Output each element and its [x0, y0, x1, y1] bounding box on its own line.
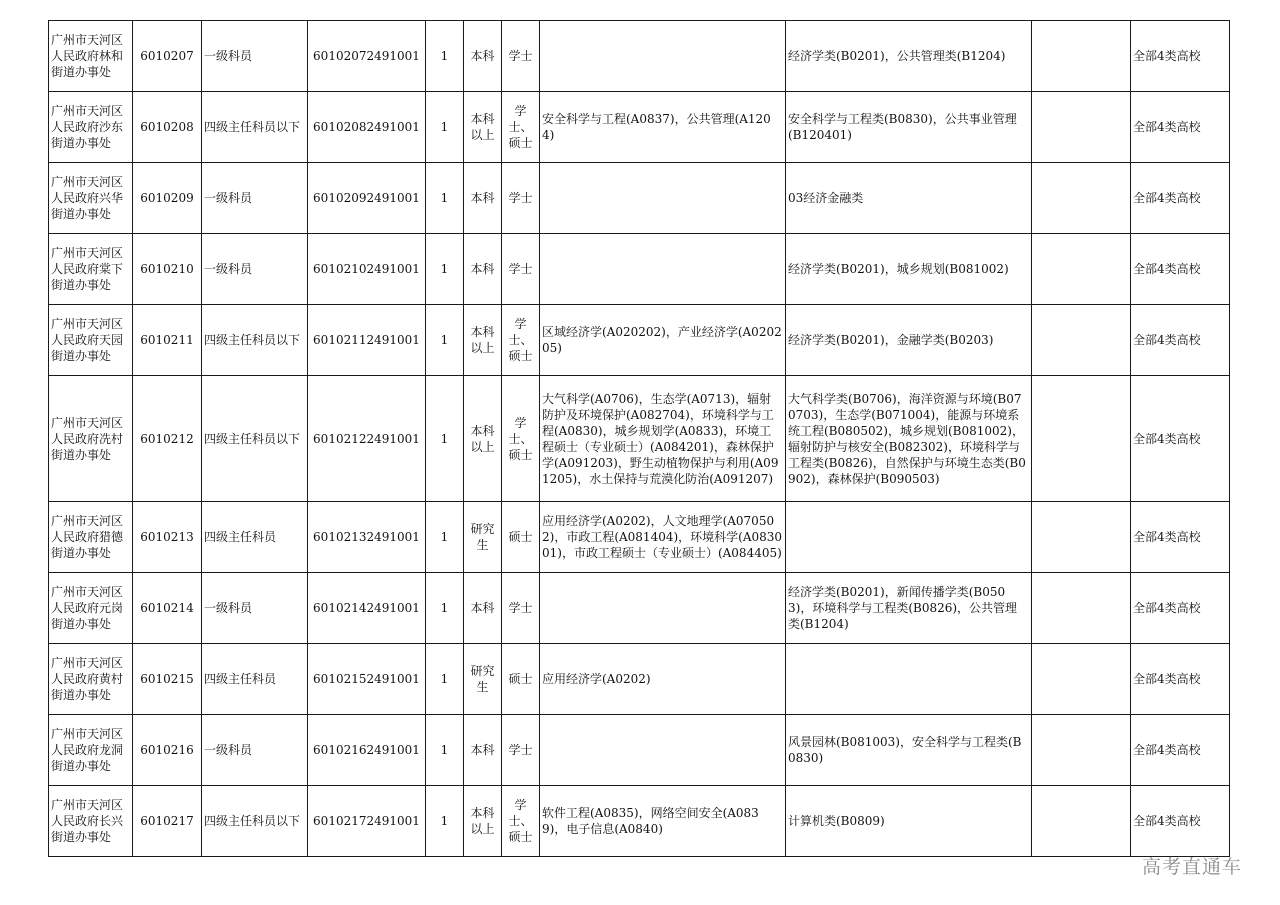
- position-code-cell: 6010213: [133, 502, 202, 573]
- unit-cell: 广州市天河区人民政府长兴街道办事处: [49, 786, 133, 857]
- headcount-cell: 1: [426, 573, 464, 644]
- table-row: [49, 234, 1230, 305]
- unit-cell: 广州市天河区人民政府元岗街道办事处: [49, 573, 133, 644]
- job-title-cell: 四级主任科员: [202, 502, 308, 573]
- degree-cell: 学士、硕士: [502, 305, 540, 376]
- source-cell: 全部4类高校: [1131, 715, 1230, 786]
- other-requirements-cell: [1032, 376, 1131, 502]
- source-cell: 全部4类高校: [1131, 786, 1230, 857]
- graduate-major-cell: 应用经济学(A0202): [540, 644, 786, 715]
- position-code-cell: 6010209: [133, 163, 202, 234]
- bachelor-major-cell: 经济学类(B0201)，城乡规划(B081002): [786, 234, 1032, 305]
- job-title-cell: 一级科员: [202, 573, 308, 644]
- position-code-cell: 6010216: [133, 715, 202, 786]
- graduate-major-cell: 软件工程(A0835)，网络空间安全(A0839)，电子信息(A0840): [540, 786, 786, 857]
- bachelor-major-cell: [786, 502, 1032, 573]
- graduate-major-cell: 安全科学与工程(A0837)，公共管理(A1204): [540, 92, 786, 163]
- degree-cell: 学士: [502, 21, 540, 92]
- other-requirements-cell: [1032, 234, 1131, 305]
- job-title-cell: 四级主任科员以下: [202, 92, 308, 163]
- position-id-cell: 60102082491001: [308, 92, 426, 163]
- bachelor-major-cell: 大气科学类(B0706)，海洋资源与环境(B070703)，生态学(B071004)，能源与环境系统工程(B080502)，城乡规划(B081002)，辐射防护与核安全(B082302)，环境科学与工程类(B0826)，自然保护与环境生态类(B0902)，森林保护(B090503): [786, 376, 1032, 502]
- table-row: [49, 644, 1230, 715]
- table-row: [49, 305, 1230, 376]
- graduate-major-cell: [540, 573, 786, 644]
- headcount-cell: 1: [426, 163, 464, 234]
- degree-cell: 学士: [502, 163, 540, 234]
- job-title-cell: 四级主任科员以下: [202, 786, 308, 857]
- source-cell: 全部4类高校: [1131, 502, 1230, 573]
- other-requirements-cell: [1032, 573, 1131, 644]
- bachelor-major-cell: [786, 644, 1032, 715]
- education-cell: 本科: [464, 163, 502, 234]
- bachelor-major-cell: 安全科学与工程类(B0830)，公共事业管理(B120401): [786, 92, 1032, 163]
- position-code-cell: 6010210: [133, 234, 202, 305]
- degree-cell: 学士、硕士: [502, 786, 540, 857]
- headcount-cell: 1: [426, 21, 464, 92]
- other-requirements-cell: [1032, 92, 1131, 163]
- job-title-cell: 一级科员: [202, 715, 308, 786]
- degree-cell: 硕士: [502, 644, 540, 715]
- position-code-cell: 6010211: [133, 305, 202, 376]
- position-id-cell: 60102162491001: [308, 715, 426, 786]
- graduate-major-cell: [540, 234, 786, 305]
- position-code-cell: 6010207: [133, 21, 202, 92]
- source-cell: 全部4类高校: [1131, 92, 1230, 163]
- headcount-cell: 1: [426, 305, 464, 376]
- position-code-cell: 6010208: [133, 92, 202, 163]
- unit-cell: 广州市天河区人民政府冼村街道办事处: [49, 376, 133, 502]
- bachelor-major-cell: 经济学类(B0201)，新闻传播学类(B0503)，环境科学与工程类(B0826)，公共管理类(B1204): [786, 573, 1032, 644]
- table-row: [49, 21, 1230, 92]
- table-row: [49, 163, 1230, 234]
- table-row: [49, 502, 1230, 573]
- source-cell: 全部4类高校: [1131, 644, 1230, 715]
- other-requirements-cell: [1032, 502, 1131, 573]
- other-requirements-cell: [1032, 21, 1131, 92]
- graduate-major-cell: 应用经济学(A0202)，人文地理学(A070502)，市政工程(A081404)，环境科学(A083001)，市政工程硕士（专业硕士）(A084405): [540, 502, 786, 573]
- job-title-cell: 四级主任科员以下: [202, 305, 308, 376]
- position-id-cell: 60102092491001: [308, 163, 426, 234]
- unit-cell: 广州市天河区人民政府林和街道办事处: [49, 21, 133, 92]
- education-cell: 本科: [464, 573, 502, 644]
- education-cell: 研究生: [464, 644, 502, 715]
- other-requirements-cell: [1032, 715, 1131, 786]
- job-title-cell: 一级科员: [202, 234, 308, 305]
- source-cell: 全部4类高校: [1131, 573, 1230, 644]
- bachelor-major-cell: 风景园林(B081003)，安全科学与工程类(B0830): [786, 715, 1032, 786]
- position-id-cell: 60102172491001: [308, 786, 426, 857]
- bachelor-major-cell: 经济学类(B0201)，金融学类(B0203): [786, 305, 1032, 376]
- education-cell: 本科以上: [464, 305, 502, 376]
- education-cell: 研究生: [464, 502, 502, 573]
- unit-cell: 广州市天河区人民政府天园街道办事处: [49, 305, 133, 376]
- source-cell: 全部4类高校: [1131, 376, 1230, 502]
- other-requirements-cell: [1032, 786, 1131, 857]
- bachelor-major-cell: 03经济金融类: [786, 163, 1032, 234]
- degree-cell: 学士: [502, 715, 540, 786]
- education-cell: 本科以上: [464, 376, 502, 502]
- graduate-major-cell: 区域经济学(A020202)，产业经济学(A020205): [540, 305, 786, 376]
- degree-cell: 学士: [502, 234, 540, 305]
- table-body: [49, 21, 1230, 857]
- bachelor-major-cell: 经济学类(B0201)，公共管理类(B1204): [786, 21, 1032, 92]
- source-cell: 全部4类高校: [1131, 234, 1230, 305]
- other-requirements-cell: [1032, 163, 1131, 234]
- other-requirements-cell: [1032, 305, 1131, 376]
- graduate-major-cell: [540, 715, 786, 786]
- education-cell: 本科以上: [464, 786, 502, 857]
- watermark-text: 高考直通车: [1142, 856, 1243, 878]
- unit-cell: 广州市天河区人民政府兴华街道办事处: [49, 163, 133, 234]
- source-cell: 全部4类高校: [1131, 21, 1230, 92]
- position-id-cell: 60102132491001: [308, 502, 426, 573]
- position-id-cell: 60102122491001: [308, 376, 426, 502]
- position-id-cell: 60102152491001: [308, 644, 426, 715]
- degree-cell: 学士: [502, 573, 540, 644]
- headcount-cell: 1: [426, 92, 464, 163]
- positions-table: [48, 20, 1230, 857]
- education-cell: 本科: [464, 715, 502, 786]
- table-row: [49, 715, 1230, 786]
- position-code-cell: 6010217: [133, 786, 202, 857]
- other-requirements-cell: [1032, 644, 1131, 715]
- job-title-cell: 四级主任科员以下: [202, 376, 308, 502]
- position-id-cell: 60102142491001: [308, 573, 426, 644]
- position-id-cell: 60102102491001: [308, 234, 426, 305]
- graduate-major-cell: [540, 21, 786, 92]
- job-title-cell: 四级主任科员: [202, 644, 308, 715]
- table-row: [49, 786, 1230, 857]
- headcount-cell: 1: [426, 644, 464, 715]
- bachelor-major-cell: 计算机类(B0809): [786, 786, 1032, 857]
- headcount-cell: 1: [426, 234, 464, 305]
- unit-cell: 广州市天河区人民政府棠下街道办事处: [49, 234, 133, 305]
- source-cell: 全部4类高校: [1131, 163, 1230, 234]
- headcount-cell: 1: [426, 715, 464, 786]
- job-title-cell: 一级科员: [202, 163, 308, 234]
- source-cell: 全部4类高校: [1131, 305, 1230, 376]
- position-code-cell: 6010214: [133, 573, 202, 644]
- unit-cell: 广州市天河区人民政府沙东街道办事处: [49, 92, 133, 163]
- degree-cell: 学士、硕士: [502, 92, 540, 163]
- degree-cell: 硕士: [502, 502, 540, 573]
- graduate-major-cell: [540, 163, 786, 234]
- unit-cell: 广州市天河区人民政府黄村街道办事处: [49, 644, 133, 715]
- education-cell: 本科: [464, 234, 502, 305]
- position-id-cell: 60102112491001: [308, 305, 426, 376]
- headcount-cell: 1: [426, 502, 464, 573]
- graduate-major-cell: 大气科学(A0706)，生态学(A0713)，辐射防护及环境保护(A082704)，环境科学与工程(A0830)，城乡规划学(A0833)，环境工程硕士（专业硕士）(A084201)，森林保护学(A091203)，野生动植物保护与利用(A091205)，水土保持与荒漠化防治(A091207): [540, 376, 786, 502]
- position-code-cell: 6010212: [133, 376, 202, 502]
- position-code-cell: 6010215: [133, 644, 202, 715]
- job-title-cell: 一级科员: [202, 21, 308, 92]
- table-row: [49, 573, 1230, 644]
- unit-cell: 广州市天河区人民政府龙洞街道办事处: [49, 715, 133, 786]
- unit-cell: 广州市天河区人民政府猎德街道办事处: [49, 502, 133, 573]
- headcount-cell: 1: [426, 376, 464, 502]
- position-id-cell: 60102072491001: [308, 21, 426, 92]
- degree-cell: 学士、硕士: [502, 376, 540, 502]
- table-row: [49, 92, 1230, 163]
- table-row: [49, 376, 1230, 502]
- education-cell: 本科: [464, 21, 502, 92]
- headcount-cell: 1: [426, 786, 464, 857]
- education-cell: 本科以上: [464, 92, 502, 163]
